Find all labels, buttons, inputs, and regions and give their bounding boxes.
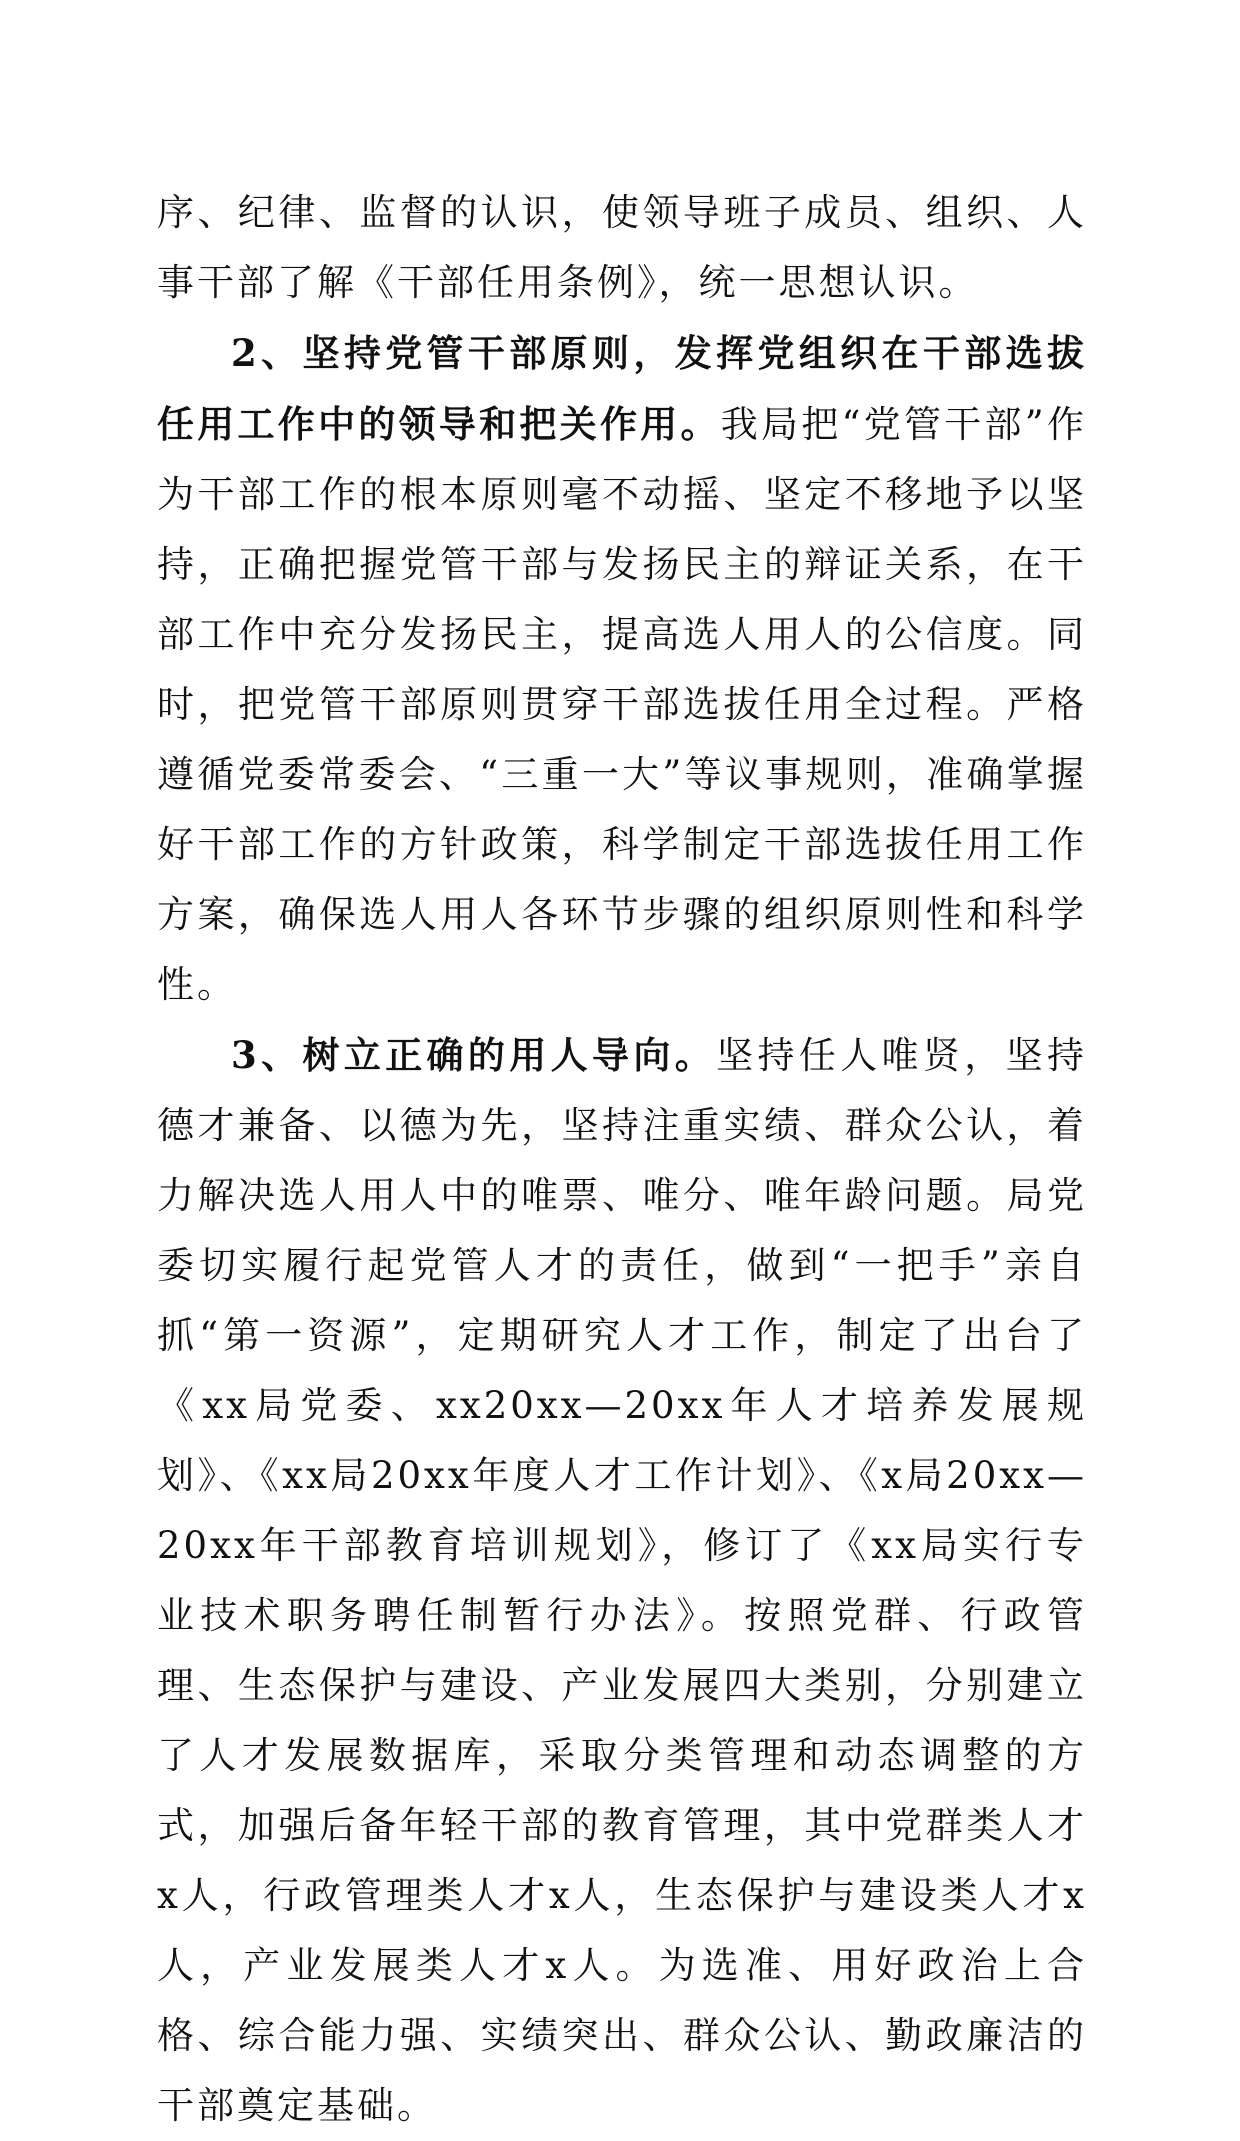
paragraph-2-heading: 2、坚持党管干部原则，发挥党组织在干部选拔任用工作中的领导和把关作用。 — [157, 331, 1087, 446]
paragraph-3-heading: 3、树立正确的用人导向。 — [231, 1033, 717, 1077]
paragraph-3 — [157, 1020, 1087, 2141]
document-body — [157, 178, 1087, 2141]
paragraph-2-body: 我局把“党管干部”作为干部工作的根本原则毫不动摇、坚定不移地予以坚持，正确把握党管干部与发扬民主的辩证关系，在干部工作中充分发扬民主，提高选人用人的公信度。同时，把党管干部原则贯穿干部选拔任用全过程。严格遵循党委常委会、“三重一大”等议事规则，准确掌握好干部工作的方针政策，科学制定干部选拔任用工作方案，确保选人用人各环节步骤的组织原则性和科学性。 — [157, 403, 1087, 1006]
paragraph-continued — [157, 178, 1087, 318]
paragraph-3-body: 坚持任人唯贤，坚持德才兼备、以德为先，坚持注重实绩、群众公认，着力解决选人用人中的唯票、唯分、唯年龄问题。局党委切实履行起党管人才的责任，做到“一把手”亲自抓“第一资源”，定期研究人才工作，制定了出台了《xx局党委、xx20xx—20xx年人才培养发展规划》、《xx局20xx年度人才工作计划》、《x局20xx—20xx年干部教育培训规划》，修订了《xx局实行专业技术职务聘任制暂行办法》。按照党群、行政管理、生态保护与建设、产业发展四大类别，分别建立了人才发展数据库，采取分类管理和动态调整的方式，加强后备年轻干部的教育管理，其中党群类人才x人，行政管理类人才x人，生态保护与建设类人才x人，产业发展类人才x人。为选准、用好政治上合格、综合能力强、实绩突出、群众公认、勤政廉洁的干部奠定基础。 — [157, 1034, 1088, 2127]
paragraph-2 — [157, 318, 1087, 1020]
paragraph-text: 序、纪律、监督的认识，使领导班子成员、组织、人事干部了解《干部任用条例》，统一思想认识。 — [157, 191, 1087, 304]
